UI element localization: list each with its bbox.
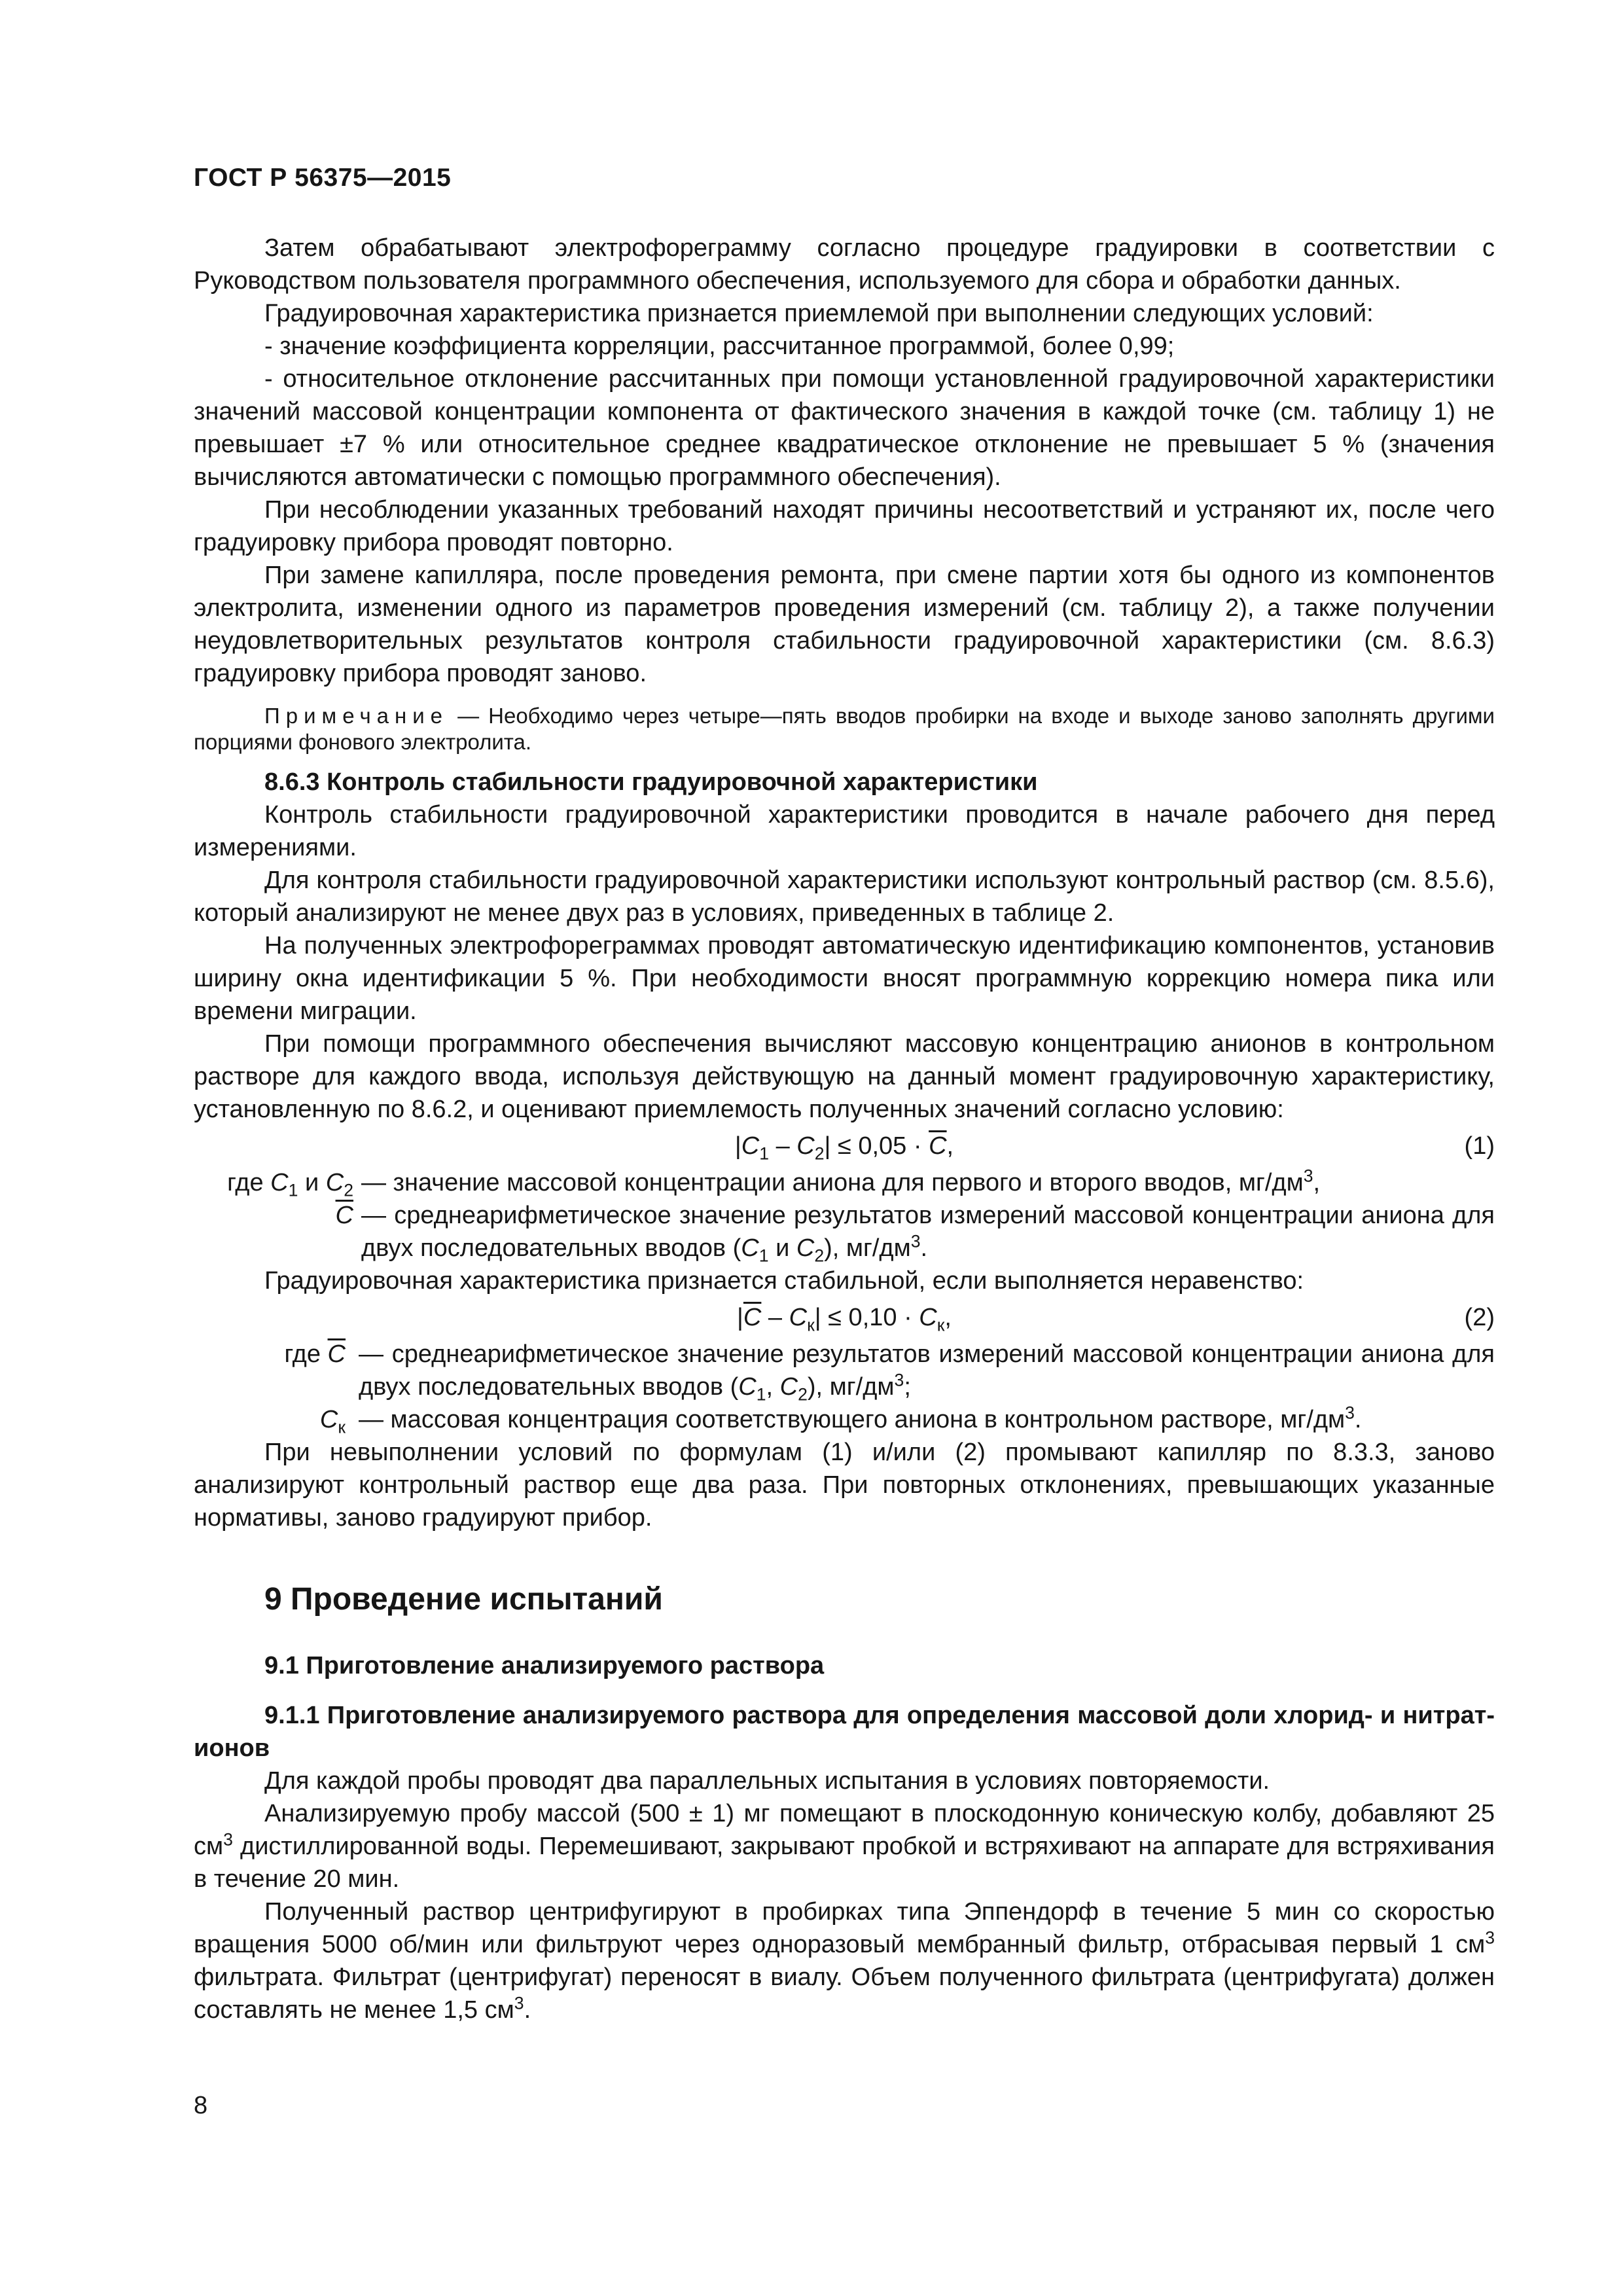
definition-text: — массовая концентрация соответствующего аниона в контрольном растворе, $мг/дм^3$.: [359, 1403, 1362, 1433]
note-label: Примечание: [264, 704, 449, 728]
page-content: [194, 232, 1495, 2026]
list-item: - относительное отклонение рассчитанных при помощи установленной градуировочной характеристики значений массовой концентрации компонента от фактического значения в каждой точке (см. таблицу 1) не превышает ±7 % или относительное среднее квадратическое отклонение не превышает 5 % (значения вычисляются автоматически с помощью программного обеспечения).: [194, 365, 1495, 491]
paragraph: При помощи программного обеспечения вычисляют массовую концентрацию анионов в контрольном растворе для каждого ввода, используя действующую на данный момент градуировочную характеристику, установленную по 8.6.2, и оценивают приемлемость полученных значений согласно условию:: [194, 1030, 1495, 1123]
formula-1-expression: $|C_1 - C_2| \le 0,05 \cdot \overline{C}$,: [734, 1132, 954, 1164]
formula-number: (1): [1464, 1132, 1495, 1160]
section-heading-9-1: 9.1 Приготовление анализируемого раствора: [264, 1652, 825, 1679]
paragraph: При невыполнении условий по формулам (1) и/или (2) промывают капилляр по 8.3.3, заново анализируют контрольный раствор еще два раза. При повторных отклонениях, превышающих указанные нормативы, заново градуируют прибор.: [194, 1439, 1495, 1532]
section-heading-9-1-1: 9.1.1 Приготовление анализируемого раствора для определения массовой доли хлорид- и нитрат-ионов: [194, 1702, 1495, 1762]
paragraph: Для каждой пробы проводят два параллельных испытания в условиях повторяемости.: [264, 1767, 1270, 1795]
definition-term: где $\overline{C}$: [284, 1340, 346, 1368]
formula-2: [194, 1300, 1495, 1335]
document-header: ГОСТ Р 56375—2015: [194, 164, 452, 192]
paragraph: Затем обрабатывают электрофореграмму согласно процедуре градуировки в соответствии с Руководством пользователя программного обеспечения, используемого для сбора и обработки данных.: [194, 234, 1495, 295]
definition-text: — среднеарифметическое значение результатов измерений массовой концентрации аниона для двух последовательных вводов ($C_1$ и $C_2$), $мг/дм^3$.: [361, 1202, 1495, 1266]
paragraph: Анализируемую пробу массой (500 ± 1) мг помещают в плоскодонную коническую колбу, добавляют 25 $см^3$ дистиллированной воды. Перемешивают, закрывают пробкой и встряхивают на аппарате для встряхивания в течение 20 мин.: [194, 1800, 1495, 1893]
formula-1: [194, 1128, 1495, 1164]
paragraph: Для контроля стабильности градуировочной характеристики используют контрольный раствор (см. 8.5.6), который анализируют не менее двух раз в условиях, приведенных в таблице 2.: [194, 867, 1495, 927]
formula-number: (2): [1464, 1304, 1495, 1331]
definition-text: — значение массовой концентрации аниона для первого и второго вводов, $мг/дм^3$,: [361, 1166, 1321, 1196]
definition-term: где $C_1$ и $C_2$: [227, 1169, 353, 1200]
definition-text: — среднеарифметическое значение результатов измерений массовой концентрации аниона для двух последовательных вводов ($C_1$, $C_2$), $мг/дм^3$;: [359, 1340, 1495, 1405]
paragraph: При замене капилляра, после проведения ремонта, при смене партии хотя бы одного из компонентов электролита, изменении одного из параметров проведения измерений (см. таблицу 2), а также получении неудовлетворительных результатов контроля стабильности градуировочной характеристики (см. 8.6.3) градуировку прибора проводят заново.: [194, 562, 1495, 687]
definition-term: $\overline{C}$: [335, 1202, 353, 1229]
paragraph: Полученный раствор центрифугируют в пробирках типа Эппендорф в течение 5 мин со скоростью вращения 5000 об/мин или фильтруют через одноразовый мембранный фильтр, отбрасывая первый 1 $см^3$ фильтрата. Фильтрат (центрифугат) переносят в виалу. Объем полученного фильтрата (центрифугата) должен составлять не менее 1,5 $см^3$.: [194, 1898, 1495, 2024]
formula-2-expression: $|\overline{C} - C_к| \le 0,10 \cdot C_к$,: [737, 1304, 952, 1335]
section-heading-9: 9 Проведение испытаний: [264, 1582, 663, 1617]
paragraph: На полученных электрофореграммах проводят автоматическую идентификацию компонентов, установив ширину окна идентификации 5 %. При необходимости вносят программную коррекцию номера пика или времени миграции.: [194, 932, 1495, 1025]
formula-2-definitions: [194, 1338, 1495, 1436]
note-text: — Необходимо через четыре—пять вводов пробирки на входе и выходе заново заполнять другими порциями фонового электролита.: [194, 704, 1495, 754]
formula-1-definitions: [194, 1166, 1495, 1265]
paragraph: Градуировочная характеристика признается стабильной, если выполняется неравенство:: [264, 1267, 1304, 1295]
list-item: - значение коэффициента корреляции, рассчитанное программой, более 0,99;: [264, 332, 1175, 360]
definition-term: $C_к$: [319, 1406, 346, 1437]
paragraph: При несоблюдении указанных требований находят причины несоответствий и устраняют их, после чего градуировку прибора проводят повторно.: [194, 496, 1495, 556]
paragraph: Контроль стабильности градуировочной характеристики проводится в начале рабочего дня перед измерениями.: [194, 801, 1495, 861]
paragraph: Градуировочная характеристика признается приемлемой при выполнении следующих условий:: [264, 300, 1374, 327]
section-heading-8-6-3: 8.6.3 Контроль стабильности градуировочной характеристики: [264, 768, 1038, 796]
note: [194, 703, 1495, 755]
page-number: 8: [194, 2092, 208, 2119]
